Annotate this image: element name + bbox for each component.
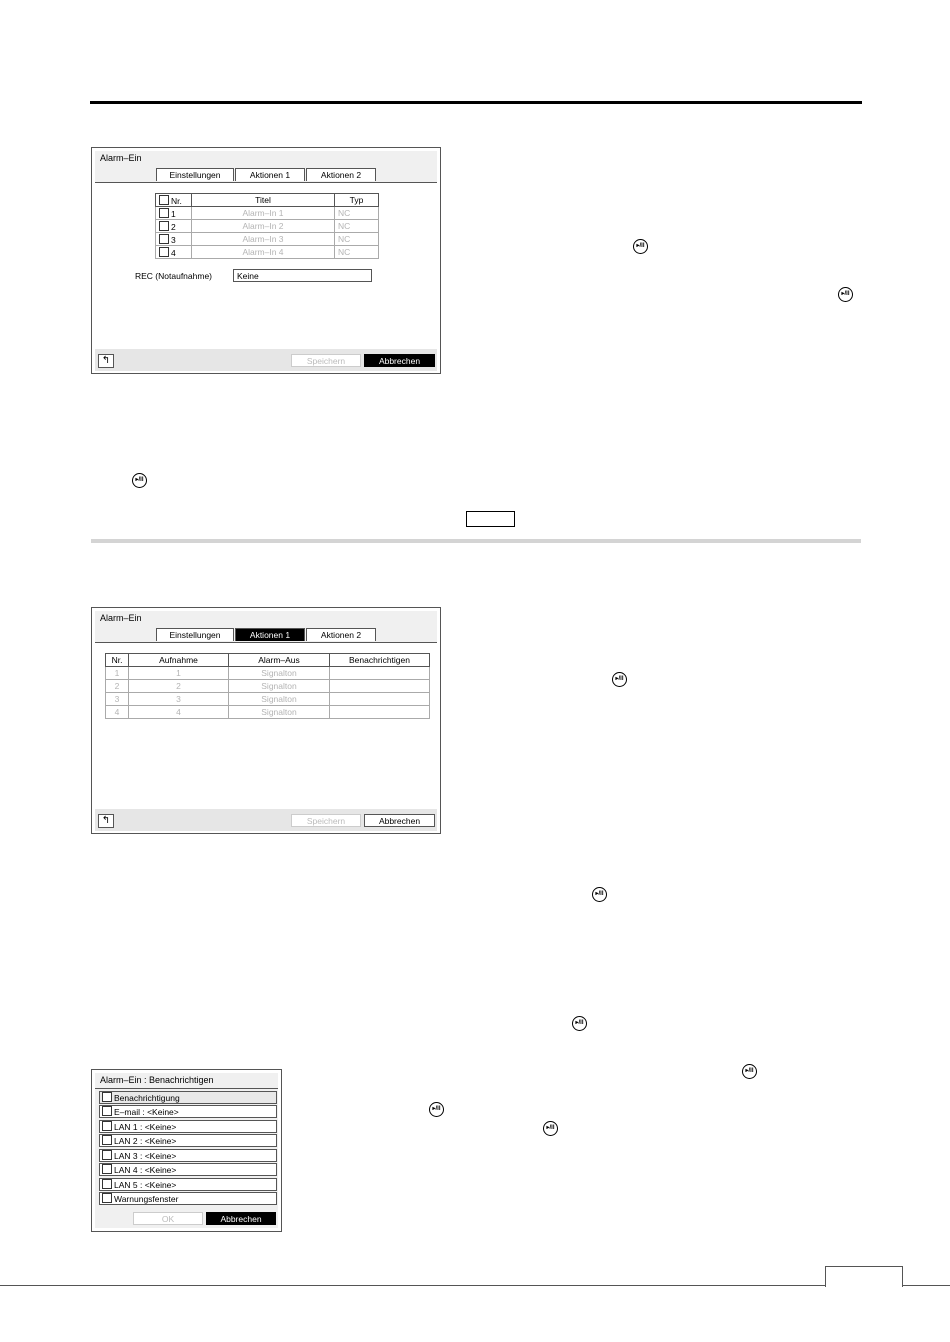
row-number[interactable]: 1: [156, 207, 192, 220]
play-pause-icon: ▸/II: [592, 887, 607, 902]
tab-aktionen-2[interactable]: Aktionen 2: [306, 628, 376, 641]
notify-field[interactable]: [330, 667, 430, 680]
notify-lan4-row[interactable]: LAN 4 : <Keine>: [99, 1163, 277, 1176]
play-pause-icon: ▸/II: [132, 473, 147, 488]
checkbox-icon[interactable]: [102, 1121, 112, 1131]
alarm-in-actions-dialog: [91, 607, 441, 834]
actions-table: [105, 653, 430, 719]
notify-lan5-row[interactable]: LAN 5 : <Keine>: [99, 1178, 277, 1191]
checkbox-icon[interactable]: [159, 208, 169, 218]
table-row: [106, 667, 430, 680]
notify-field[interactable]: [330, 693, 430, 706]
row-number: 2: [106, 680, 129, 693]
notify-warning-window-row[interactable]: Warnungsfenster: [99, 1192, 277, 1205]
checkbox-icon[interactable]: [102, 1150, 112, 1160]
table-row: [106, 706, 430, 719]
alarm-out-field[interactable]: Signalton: [229, 693, 330, 706]
type-field[interactable]: NC: [335, 233, 379, 246]
alarm-out-field[interactable]: Signalton: [229, 706, 330, 719]
alarm-in-settings-dialog: [91, 147, 441, 374]
table-row: [156, 220, 379, 233]
notify-email-row[interactable]: E–mail : <Keine>: [99, 1105, 277, 1118]
checkbox-icon[interactable]: [102, 1092, 112, 1102]
notify-field[interactable]: [330, 680, 430, 693]
tab-einstellungen[interactable]: Einstellungen: [156, 628, 234, 641]
table-row: [106, 680, 430, 693]
checkbox-icon[interactable]: [159, 221, 169, 231]
back-arrow-icon[interactable]: ↰: [98, 354, 114, 368]
checkbox-icon[interactable]: [102, 1135, 112, 1145]
title-underline: [95, 1088, 278, 1089]
column-header-benachrichtigen: Benachrichtigen: [330, 654, 430, 667]
checkbox-icon[interactable]: [102, 1106, 112, 1116]
select-all-header[interactable]: Nr.: [156, 194, 192, 207]
recording-field[interactable]: 2: [129, 680, 229, 693]
play-pause-icon: ▸/II: [633, 239, 648, 254]
row-number: 3: [106, 693, 129, 706]
row-number[interactable]: 3: [156, 233, 192, 246]
play-pause-icon: ▸/II: [429, 1102, 444, 1117]
title-field[interactable]: Alarm–In 3: [192, 233, 335, 246]
title-field[interactable]: Alarm–In 4: [192, 246, 335, 259]
save-button[interactable]: Speichern: [291, 354, 361, 367]
column-header-titel: Titel: [192, 194, 335, 207]
alarm-out-field[interactable]: Signalton: [229, 667, 330, 680]
cancel-button[interactable]: Abbrechen: [364, 814, 435, 827]
section-divider: [91, 539, 861, 543]
checkbox-icon[interactable]: [102, 1179, 112, 1189]
tab-aktionen-2[interactable]: Aktionen 2: [306, 168, 376, 181]
play-pause-icon: ▸/II: [572, 1016, 587, 1031]
alarm-out-field[interactable]: Signalton: [229, 680, 330, 693]
table-row: [156, 246, 379, 259]
dialog-title: Alarm–Ein : Benachrichtigen: [100, 1075, 214, 1085]
recording-field[interactable]: 1: [129, 667, 229, 680]
checkbox-icon[interactable]: [102, 1193, 112, 1203]
tab-aktionen-1[interactable]: Aktionen 1: [235, 168, 305, 181]
column-header-typ: Typ: [335, 194, 379, 207]
cancel-button[interactable]: Abbrechen: [206, 1212, 276, 1225]
type-field[interactable]: NC: [335, 246, 379, 259]
page-number-tab: [825, 1266, 903, 1287]
play-pause-icon: ▸/II: [612, 672, 627, 687]
type-field[interactable]: NC: [335, 220, 379, 233]
back-arrow-icon[interactable]: ↰: [98, 814, 114, 828]
table-row: [106, 693, 430, 706]
play-pause-icon: ▸/II: [742, 1064, 757, 1079]
table-row: [156, 207, 379, 220]
tab-aktionen-1[interactable]: Aktionen 1: [235, 628, 305, 641]
row-number[interactable]: 4: [156, 246, 192, 259]
play-pause-icon: ▸/II: [838, 287, 853, 302]
notify-lan1-row[interactable]: LAN 1 : <Keine>: [99, 1120, 277, 1133]
row-number: 4: [106, 706, 129, 719]
recording-field[interactable]: 3: [129, 693, 229, 706]
save-button[interactable]: Speichern: [291, 814, 361, 827]
checkbox-icon[interactable]: [102, 1164, 112, 1174]
rec-label: REC (Notaufnahme): [135, 271, 213, 281]
row-number[interactable]: 2: [156, 220, 192, 233]
checkbox-icon[interactable]: [159, 195, 169, 205]
row-number: 1: [106, 667, 129, 680]
column-header-alarm-aus: Alarm–Aus: [229, 654, 330, 667]
table-row: [156, 233, 379, 246]
cancel-button[interactable]: Abbrechen: [364, 354, 435, 367]
recording-field[interactable]: 4: [129, 706, 229, 719]
column-header-nr: Nr.: [106, 654, 129, 667]
dialog-title: Alarm–Ein: [100, 613, 142, 623]
notify-lan2-row[interactable]: LAN 2 : <Keine>: [99, 1134, 277, 1147]
notify-lan3-row[interactable]: LAN 3 : <Keine>: [99, 1149, 277, 1162]
column-header-aufnahme: Aufnahme: [129, 654, 229, 667]
tab-einstellungen[interactable]: Einstellungen: [156, 168, 234, 181]
dialog-title: Alarm–Ein: [100, 153, 142, 163]
notify-master-row[interactable]: Benachrichtigung: [99, 1091, 277, 1104]
title-field[interactable]: Alarm–In 2: [192, 220, 335, 233]
alarm-input-table: [155, 193, 379, 259]
play-pause-icon: ▸/II: [543, 1121, 558, 1136]
header-rule: [90, 101, 862, 104]
footer-rule: [0, 1285, 950, 1286]
checkbox-icon[interactable]: [159, 234, 169, 244]
notify-dialog: [91, 1069, 282, 1232]
notify-field[interactable]: [330, 706, 430, 719]
note-box: [466, 511, 515, 527]
rec-dropdown[interactable]: Keine: [233, 269, 372, 282]
ok-button[interactable]: OK: [133, 1212, 203, 1225]
title-field[interactable]: Alarm–In 1: [192, 207, 335, 220]
type-field[interactable]: NC: [335, 207, 379, 220]
checkbox-icon[interactable]: [159, 247, 169, 257]
